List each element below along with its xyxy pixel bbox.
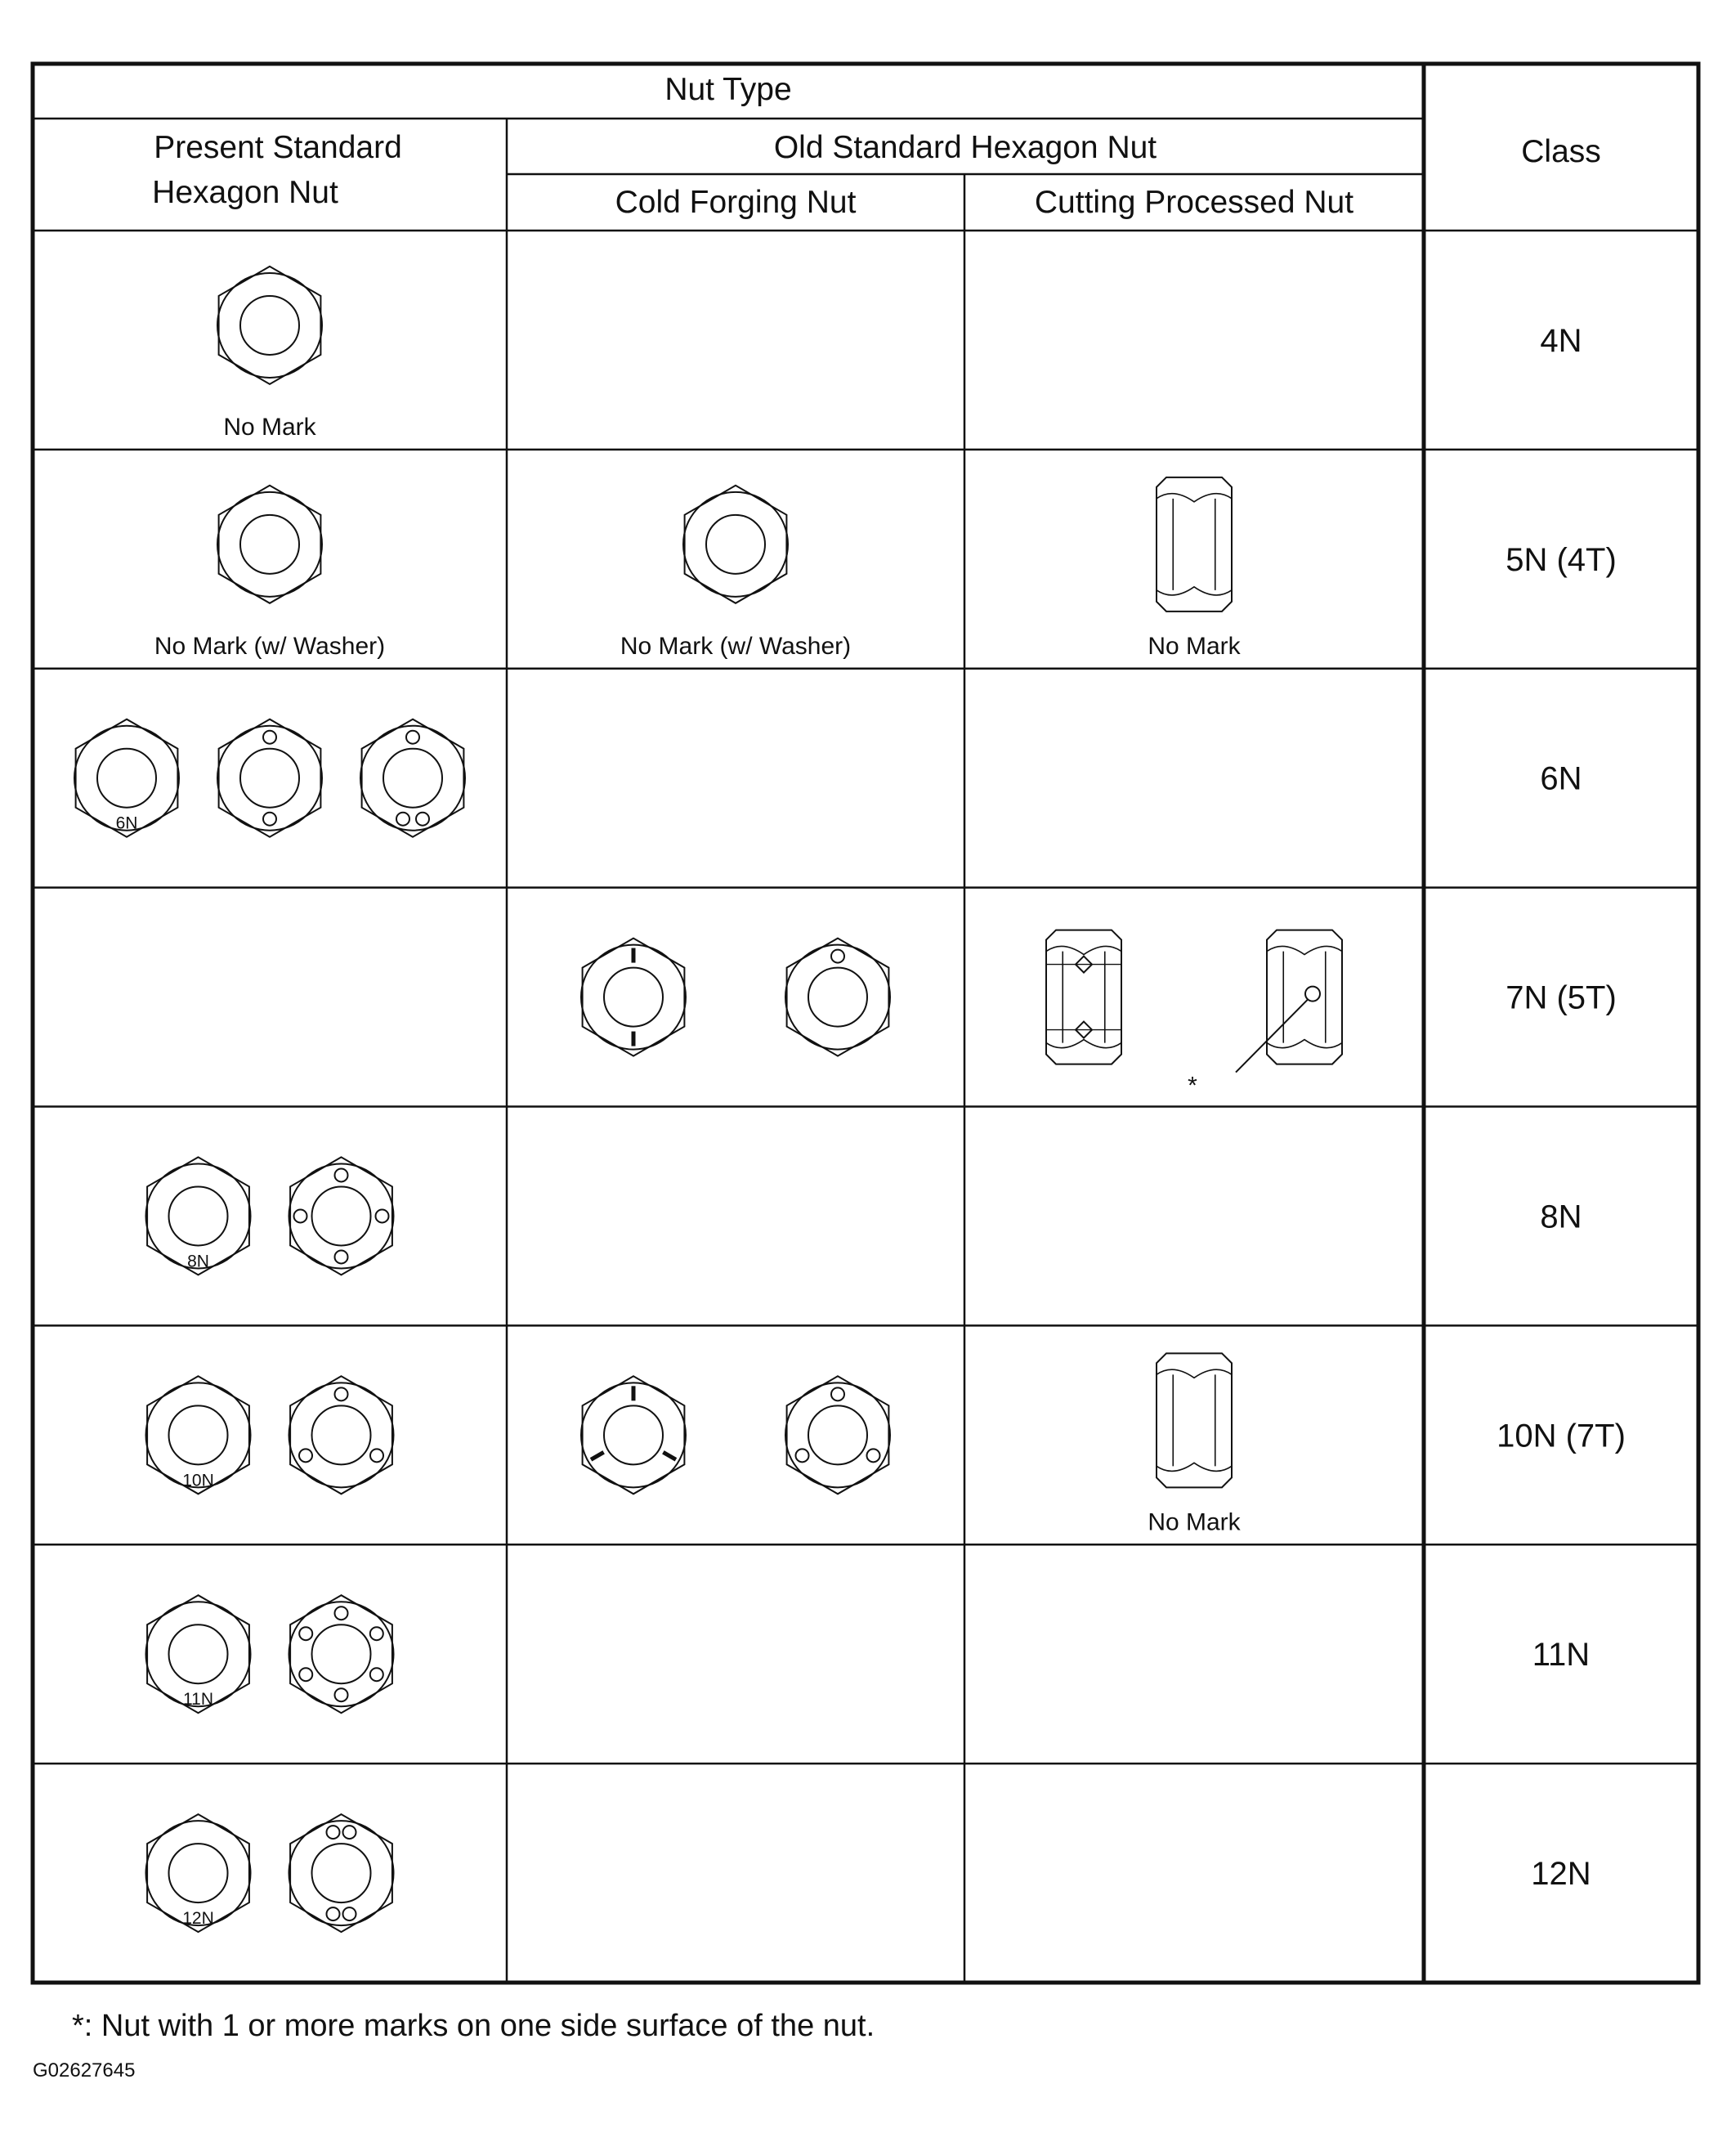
hex-nut-icon xyxy=(581,1376,686,1494)
hex-nut-icon xyxy=(146,1376,251,1494)
header-cold-forging: Cold Forging Nut xyxy=(615,185,857,220)
nut-caption: No Mark (w/ Washer) xyxy=(620,632,852,660)
hex-nut-icon xyxy=(74,719,179,837)
side-nut-icon xyxy=(1157,1353,1232,1487)
hex-nut-icon xyxy=(581,939,686,1056)
hex-nut-icon xyxy=(289,1157,394,1275)
header-present-standard-line1: Present Standard xyxy=(154,130,402,165)
class-label: 5N (4T) xyxy=(1506,541,1617,578)
header-old-standard: Old Standard Hexagon Nut xyxy=(773,130,1157,165)
nut-stamp-text: 6N xyxy=(115,813,138,833)
hex-nut-icon xyxy=(217,486,322,603)
class-label: 12N xyxy=(1531,1856,1591,1893)
side-nut-icon xyxy=(1046,930,1121,1064)
hex-nut-icon xyxy=(289,1814,394,1932)
header-cutting-processed: Cutting Processed Nut xyxy=(1034,185,1354,220)
class-label: 11N xyxy=(1532,1637,1591,1674)
nut-stamp-text: 10N xyxy=(182,1471,214,1490)
nut-caption: No Mark xyxy=(1148,1508,1241,1536)
class-label: 7N (5T) xyxy=(1506,979,1617,1016)
class-row xyxy=(146,1353,1626,1535)
class-label: 8N xyxy=(1540,1199,1582,1235)
hex-nut-icon xyxy=(217,719,322,837)
footnote-text: *: Nut with 1 or more marks on one side surface of the nut. xyxy=(72,2009,875,2043)
hex-nut-icon xyxy=(360,719,465,837)
hex-nut-icon xyxy=(683,486,788,603)
nut-stamp-text: 8N xyxy=(187,1252,209,1271)
class-label: 10N (7T) xyxy=(1497,1418,1626,1454)
side-nut-icon xyxy=(1157,477,1232,612)
hex-nut-icon xyxy=(785,1376,890,1494)
header-nut-type: Nut Type xyxy=(664,72,792,107)
header-present-standard-line2: Hexagon Nut xyxy=(152,175,338,210)
star-label: * xyxy=(1188,1072,1197,1100)
class-row xyxy=(74,719,1582,837)
class-row xyxy=(154,477,1617,660)
figure-code: G02627645 xyxy=(33,2059,136,2082)
hex-nut-icon xyxy=(146,1157,251,1275)
hex-nut-icon xyxy=(146,1595,251,1713)
hex-nut-icon xyxy=(785,939,890,1056)
header-class: Class xyxy=(1521,134,1601,169)
nut-stamp-text: 11N xyxy=(183,1690,213,1710)
hex-nut-icon xyxy=(217,267,322,384)
hex-nut-icon xyxy=(289,1376,394,1494)
hex-nut-icon xyxy=(146,1814,251,1932)
class-label: 4N xyxy=(1540,322,1582,359)
class-row xyxy=(581,930,1617,1100)
class-row xyxy=(146,1814,1591,1932)
class-label: 6N xyxy=(1540,760,1582,797)
side-nut-icon xyxy=(1236,930,1342,1073)
nut-caption: No Mark xyxy=(223,413,316,441)
nut-caption: No Mark xyxy=(1148,632,1241,660)
class-row xyxy=(146,1157,1582,1275)
class-row xyxy=(217,267,1582,441)
nut-caption: No Mark (w/ Washer) xyxy=(154,632,386,660)
class-row xyxy=(146,1595,1591,1713)
nut-stamp-text: 12N xyxy=(182,1909,214,1929)
hex-nut-icon xyxy=(289,1595,394,1713)
